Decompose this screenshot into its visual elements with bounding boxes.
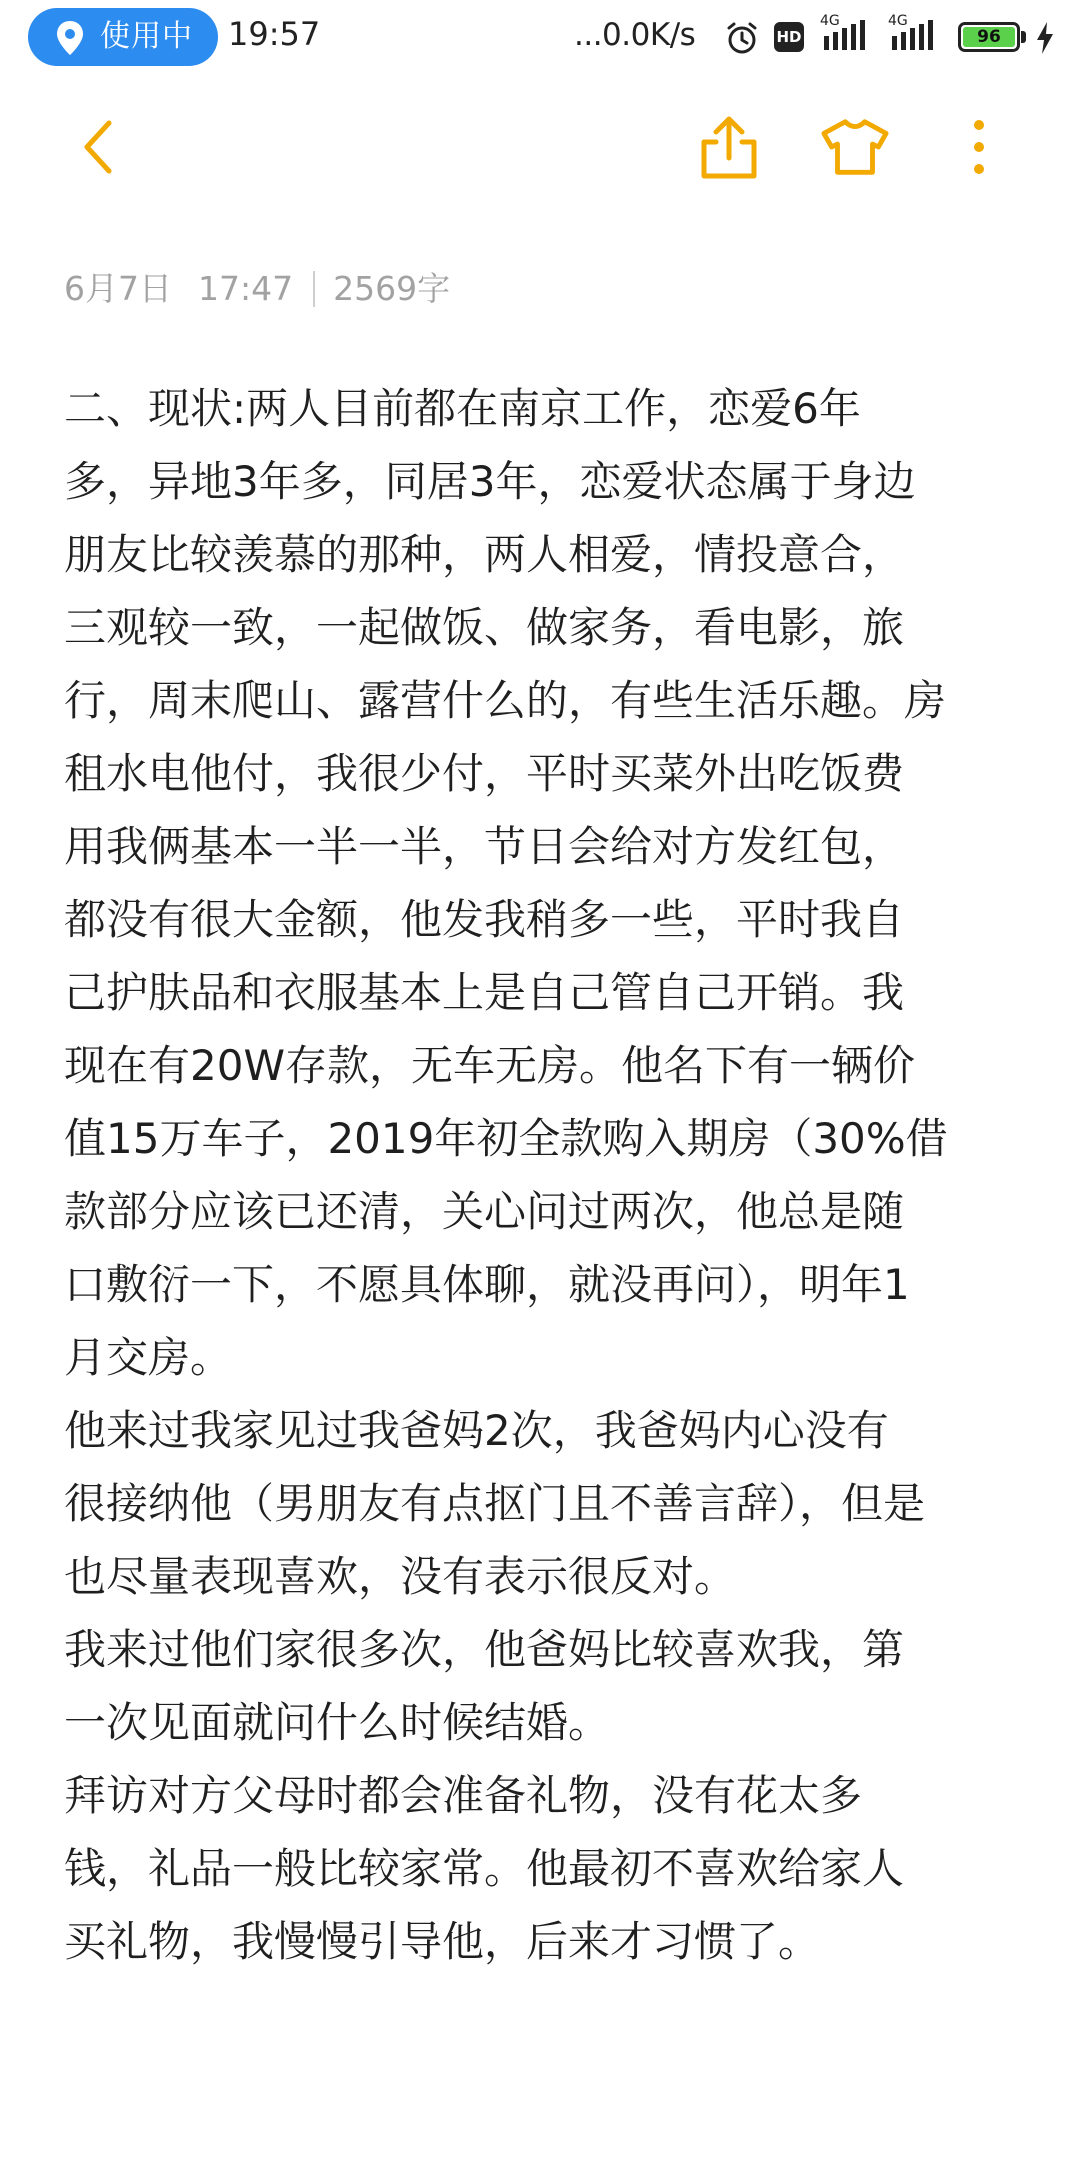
location-pin-icon — [54, 20, 86, 56]
charging-icon — [1034, 20, 1056, 56]
note-line: 现在有20W存款，无车无房。他名下有一辆价 — [64, 1041, 915, 1090]
note-line: 都没有很大金额，他发我稍多一些，平时我自 — [64, 895, 905, 944]
battery-icon — [958, 22, 1020, 52]
note-line: 值15万车子，2019年初全款购入期房（30%借 — [64, 1114, 948, 1163]
note-line: 朋友比较羡慕的那种，两人相爱，情投意合， — [64, 530, 905, 579]
note-time: 17:47 — [198, 269, 294, 308]
note-line: 我来过他们家很多次，他爸妈比较喜欢我，第 — [64, 1625, 905, 1674]
note-line: 他来过我家见过我爸妈2次，我爸妈内心没有 — [64, 1406, 889, 1455]
sim2-network-type: 4G — [888, 13, 908, 29]
sim1-network-type: 4G — [820, 13, 840, 29]
note-line: 多，异地3年多，同居3年，恋爱状态属于身边 — [64, 457, 916, 506]
meta-divider — [313, 271, 315, 307]
note-line: 三观较一致，一起做饭、做家务，看电影，旅 — [64, 603, 905, 652]
alarm-icon — [724, 20, 760, 56]
back-button[interactable] — [64, 112, 134, 182]
status-clock: 19:57 — [228, 15, 321, 53]
hd-icon — [774, 22, 804, 52]
signal-icon-sim1 — [820, 14, 878, 54]
hd-label: HD — [776, 28, 802, 46]
note-body[interactable] — [64, 372, 1004, 1978]
note-line: 行，周末爬山、露营什么的，有些生活乐趣。房 — [64, 676, 947, 725]
battery-cap — [1021, 31, 1026, 43]
note-line: 拜访对方父母时都会准备礼物，没有花太多 — [64, 1771, 863, 1820]
share-icon — [698, 114, 760, 180]
more-icon — [969, 117, 989, 177]
theme-icon — [820, 117, 890, 177]
battery-fill — [963, 27, 1015, 47]
note-line: 己护肤品和衣服基本上是自己管自己开销。我 — [64, 968, 905, 1017]
note-line: 口敷衍一下，不愿具体聊，就没再问），明年1 — [64, 1260, 910, 1309]
location-in-use-label: 使用中 — [100, 19, 193, 54]
note-line: 用我俩基本一半一半，节日会给对方发红包， — [64, 822, 905, 871]
note-line: 租水电他付，我很少付，平时买菜外出吃饭费 — [64, 749, 905, 798]
note-line: 买礼物，我慢慢引导他，后来才习惯了。 — [64, 1917, 821, 1966]
back-icon — [79, 117, 119, 177]
status-bar — [0, 0, 1080, 76]
word-count: 2569字 — [333, 269, 451, 308]
note-line: 月交房。 — [64, 1333, 233, 1382]
location-in-use-pill[interactable] — [28, 8, 218, 66]
theme-button[interactable] — [820, 112, 890, 182]
note-meta — [64, 264, 450, 314]
note-line: 款部分应该已还清，关心问过两次，他总是随 — [64, 1187, 905, 1236]
note-line: 二、现状:两人目前都在南京工作，恋爱6年 — [64, 384, 861, 433]
share-button[interactable] — [694, 112, 764, 182]
note-line: 钱，礼品一般比较家常。他最初不喜欢给家人 — [64, 1844, 905, 1893]
signal-icon-sim2 — [888, 14, 946, 54]
more-options-button[interactable] — [944, 112, 1014, 182]
note-line: 一次见面就问什么时候结婚。 — [64, 1698, 611, 1747]
battery-level: 96 — [977, 27, 1001, 47]
note-date: 6月7日 — [64, 269, 172, 308]
note-line: 很接纳他（男朋友有点抠门且不善言辞），但是 — [64, 1479, 926, 1528]
note-line: 也尽量表现喜欢，没有表示很反对。 — [64, 1552, 737, 1601]
network-speed: ...0.0K/s — [574, 17, 696, 53]
